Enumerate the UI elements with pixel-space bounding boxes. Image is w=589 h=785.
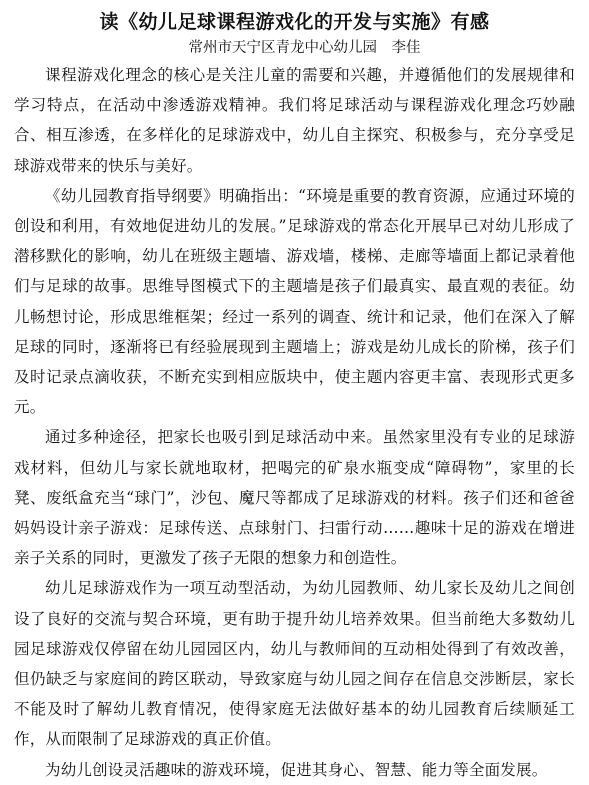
document-title: 读《幼儿足球课程游戏化的开发与实施》有感 <box>99 11 490 33</box>
author-line: 常州市天宁区青龙中心幼儿园 李佳 <box>188 40 421 56</box>
paragraph-1: 课程游戏化理念的核心是关注儿童的需要和兴趣，并遵循他们的发展规律和学习特点，在活动中渗透游戏精神。我们将足球活动与课程游戏化理念巧妙融合、相互渗透，在多样化的足球游戏中，幼儿自主探究、积极参与，充分享受足球游戏带来的快乐与美好。 <box>14 66 575 175</box>
paragraph-2: 《幼儿园教育指导纲要》明确指出：“环境是重要的教育资源，应通过环境的创设和利用，有效地促进幼儿的发展。”足球游戏的常态化开展早已对幼儿形成了潜移默化的影响，幼儿在班级主题墙、游戏墙，楼梯、走廊等墙面上都记录着他们与足球的故事。思维导图模式下的主题墙是孩子们最真实、最直观的表征。幼儿畅想讨论，形成思维框架；经过一系列的调查、统计和记录，他们在深入了解足球的同时，逐渐将已有经验展现到主题墙上；游戏是幼儿成长的阶梯，孩子们及时记录点滴收获，不断充实到相应版块中，使主题内容更丰富、表现形式更多元。 <box>14 186 575 417</box>
paragraph-4: 幼儿足球游戏作为一项互动型活动，为幼儿园教师、幼儿家长及幼儿之间创设了良好的交流与契合环境，更有助于提升幼儿培养效果。但当前绝大多数幼儿园足球游戏仅停留在幼儿园园区内，幼儿与教师间的互动相处得到了有效改善，但仍缺乏与家庭间的跨区联动，导致家庭与幼儿园之间存在信息交涉断层，家长不能及时了解幼儿教育情况，使得家庭无法做好基本的幼儿园教育后续顺延工作，从而限制了足球游戏的真正价值。 <box>14 579 575 749</box>
paragraph-3: 通过多种途径，把家长也吸引到足球活动中来。虽然家里没有专业的足球游戏材料，但幼儿与家长就地取材，把喝完的矿泉水瓶变成“障碍物”，家里的长凳、废纸盒充当“球门”，沙包、魔尺等都成了足球游戏的材料。孩子们还和爸爸妈妈设计亲子游戏：足球传送、点球射门、扫雷行动……趣味十足的游戏在增进亲子关系的同时，更激发了孩子无限的想象力和创造性。 <box>14 428 575 568</box>
paragraph-5: 为幼儿创设灵活趣味的游戏环境，促进其身心、智慧、能力等全面发展。 <box>45 760 548 779</box>
